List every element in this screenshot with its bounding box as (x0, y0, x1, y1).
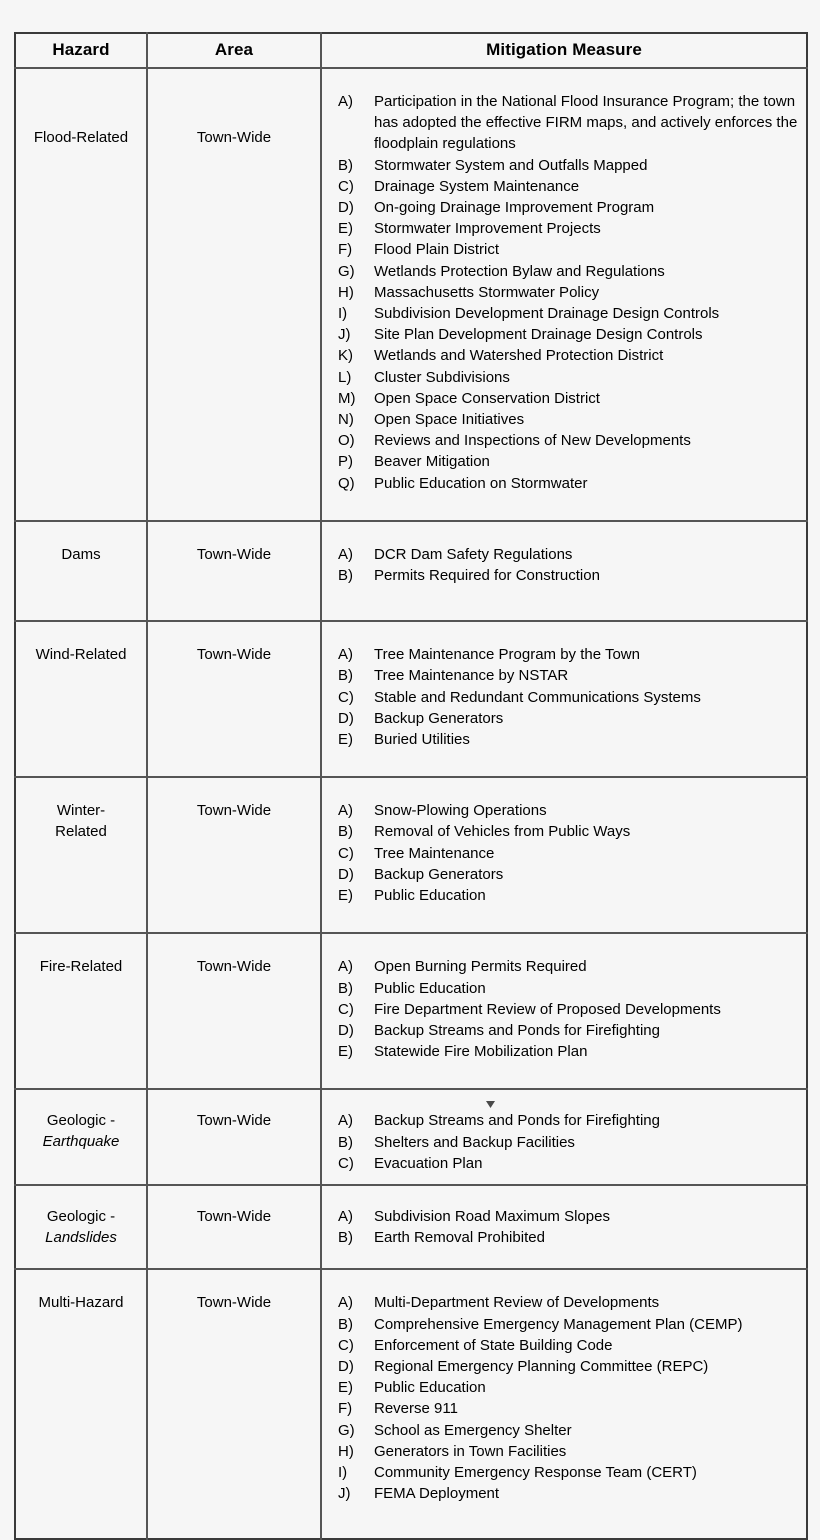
measure-marker: B) (338, 1315, 353, 1333)
measure-marker: E) (338, 887, 353, 905)
measure-text: Buried Utilities (374, 731, 470, 749)
column-header-hazard: Hazard (15, 33, 147, 68)
measure-text: Tree Maintenance Program by the Town (374, 646, 640, 664)
mitigation-measure-item (338, 1132, 798, 1153)
measure-marker: I) (338, 305, 348, 323)
mitigation-measure-item (338, 1153, 798, 1174)
measure-text: Wetlands Protection Bylaw and Regulations (374, 262, 665, 280)
measure-text: Comprehensive Emergency Management Plan (CEMP) (374, 1315, 743, 1333)
measure-marker: E) (338, 731, 353, 749)
measure-text: Cluster Subdivisions (374, 368, 510, 386)
measure-text: Tree Maintenance (374, 844, 495, 862)
mitigation-measure-item (338, 282, 798, 303)
mitigation-measure-item (338, 644, 798, 665)
measure-marker: E) (338, 1043, 353, 1061)
measure-marker: B) (338, 156, 353, 174)
mitigation-measure-list (322, 1090, 806, 1184)
measure-text: Fire Department Review of Proposed Developments (374, 1000, 721, 1018)
table-row (15, 621, 807, 777)
hazard-label: Geologic - Landslides (45, 1207, 117, 1246)
measure-marker: C) (338, 1000, 354, 1018)
mitigation-measure-item (338, 1335, 798, 1356)
measure-text: Evacuation Plan (374, 1154, 483, 1172)
measure-marker: E) (338, 220, 353, 238)
measure-marker: G) (338, 262, 355, 280)
table-row (15, 777, 807, 933)
measure-text: Enforcement of State Building Code (374, 1336, 613, 1354)
measure-marker: A) (338, 1294, 353, 1312)
measure-text: Earth Removal Prohibited (374, 1229, 545, 1247)
cell-area (147, 621, 321, 777)
cell-hazard (15, 1269, 147, 1539)
measure-text: Removal of Vehicles from Public Ways (374, 823, 631, 841)
mitigation-measure-item (338, 864, 798, 885)
mitigation-measure-item (338, 956, 798, 977)
mitigation-measure-list (322, 522, 806, 620)
mitigation-measure-item (338, 239, 798, 260)
measure-marker: B) (338, 667, 353, 685)
mitigation-measure-item (338, 1398, 798, 1419)
cell-mitigation-measures (321, 521, 807, 621)
mitigation-measure-item (338, 1292, 798, 1313)
mitigation-measure-list (322, 622, 806, 776)
mitigation-measure-item (338, 1483, 798, 1504)
measure-text: Reverse 911 (374, 1400, 458, 1418)
area-label: Town-Wide (196, 545, 272, 563)
measure-text: Multi-Department Review of Developments (374, 1294, 660, 1312)
measure-marker: Q) (338, 474, 355, 492)
measure-text: Shelters and Backup Facilities (374, 1133, 575, 1151)
mitigation-measure-list (322, 778, 806, 932)
cell-mitigation-measures (321, 1089, 807, 1185)
area-label: Town-Wide (196, 958, 272, 976)
hazard-label: Geologic - Earthquake (42, 1112, 120, 1151)
measure-marker: J) (338, 1485, 351, 1503)
measure-text: On-going Drainage Improvement Program (374, 199, 655, 217)
measure-text: Backup Streams and Ponds for Firefighting (374, 1112, 660, 1130)
measure-marker: J) (338, 326, 351, 344)
measure-marker: A) (338, 958, 353, 976)
mitigation-measure-item (338, 91, 798, 155)
hazard-subtype-label: Earthquake (42, 1133, 120, 1151)
table-row (15, 68, 807, 521)
cell-mitigation-measures (321, 1269, 807, 1539)
hazard-label: Flood-Related (33, 129, 129, 146)
measure-marker: D) (338, 709, 354, 727)
mitigation-measure-item (338, 155, 798, 176)
hazard-label: Wind-Related (35, 646, 127, 664)
measure-marker: M) (338, 389, 356, 407)
mitigation-measure-list (322, 69, 806, 520)
mitigation-measure-item (338, 1462, 798, 1483)
cell-mitigation-measures (321, 621, 807, 777)
mitigation-measure-item (338, 687, 798, 708)
measure-text: Backup Generators (374, 865, 504, 883)
measure-text: Massachusetts Stormwater Policy (374, 283, 600, 301)
measure-text: Open Burning Permits Required (374, 958, 587, 976)
measure-marker: C) (338, 1336, 354, 1354)
measure-text: Statewide Fire Mobilization Plan (374, 1043, 588, 1061)
measure-text: Tree Maintenance by NSTAR (374, 667, 569, 685)
hazard-subtype-label: Landslides (45, 1228, 117, 1246)
measure-marker: A) (338, 1207, 353, 1225)
cell-mitigation-measures (321, 68, 807, 521)
area-label: Town-Wide (196, 1207, 272, 1225)
mitigation-measure-item (338, 303, 798, 324)
measure-text: School as Emergency Shelter (374, 1421, 572, 1439)
measure-marker: G) (338, 1421, 355, 1439)
table-row (15, 933, 807, 1089)
measure-text: Site Plan Development Drainage Design Controls (374, 326, 703, 344)
mitigation-measure-item (338, 1377, 798, 1398)
mitigation-measure-item (338, 367, 798, 388)
measure-text: Public Education (374, 979, 486, 997)
mitigation-measure-item (338, 176, 798, 197)
mitigation-measure-item (338, 1356, 798, 1377)
mitigation-measure-item (338, 473, 798, 494)
measure-marker: F) (338, 241, 353, 259)
measure-text: Backup Streams and Ponds for Firefighting (374, 1021, 660, 1039)
measure-marker: B) (338, 979, 353, 997)
column-header-mitigation-measure: Mitigation Measure (321, 33, 807, 68)
measure-marker: H) (338, 283, 354, 301)
measure-text: Stable and Redundant Communications Systems (374, 688, 701, 706)
measure-text: Generators in Town Facilities (374, 1442, 567, 1460)
cell-area (147, 933, 321, 1089)
measure-text: Stormwater Improvement Projects (374, 220, 601, 238)
mitigation-measure-item (338, 821, 798, 842)
measure-marker: B) (338, 1229, 353, 1247)
measure-text: Flood Plain District (374, 241, 500, 259)
measure-text: DCR Dam Safety Regulations (374, 545, 573, 563)
measure-text: Wetlands and Watershed Protection District (374, 347, 664, 365)
mitigation-measure-item (338, 708, 798, 729)
measure-text: Public Education (374, 1379, 486, 1397)
measure-marker: E) (338, 1379, 353, 1397)
measure-marker: B) (338, 1133, 353, 1151)
area-label: Town-Wide (196, 802, 272, 820)
cell-hazard (15, 777, 147, 933)
measure-text: Participation in the National Flood Insurance Program; the town has adopted the effective FIRM maps, and actively enforces the floodplain regulations (374, 93, 798, 153)
mitigation-measure-item (338, 197, 798, 218)
mitigation-measure-item (338, 261, 798, 282)
measure-marker: D) (338, 199, 354, 217)
measure-text: Drainage System Maintenance (374, 177, 580, 195)
cell-mitigation-measures (321, 777, 807, 933)
hazard-mitigation-table (14, 32, 808, 1540)
measure-text: Open Space Conservation District (374, 389, 600, 407)
measure-marker: O) (338, 432, 355, 450)
hazard-label: Winter- Related (55, 802, 107, 841)
measure-marker: D) (338, 1357, 354, 1375)
measure-marker: B) (338, 567, 353, 585)
measure-text: FEMA Deployment (374, 1485, 500, 1503)
mitigation-measure-item (338, 565, 798, 586)
mitigation-measure-item (338, 1020, 798, 1041)
cell-hazard (15, 933, 147, 1089)
measure-text: Public Education on Stormwater (374, 474, 588, 492)
mitigation-measure-item (338, 544, 798, 565)
measure-text: Subdivision Road Maximum Slopes (374, 1207, 610, 1225)
mitigation-measure-item (338, 345, 798, 366)
measure-marker: L) (338, 368, 352, 386)
table-header-row (15, 33, 807, 68)
mitigation-measure-list (322, 1270, 806, 1538)
measure-marker: D) (338, 865, 354, 883)
mitigation-measure-item (338, 451, 798, 472)
hazard-label: Multi-Hazard (38, 1294, 124, 1312)
mitigation-measure-item (338, 978, 798, 999)
area-label: Town-Wide (196, 129, 272, 146)
cell-area (147, 68, 321, 521)
measure-marker: D) (338, 1021, 354, 1039)
measure-marker: N) (338, 411, 354, 429)
area-label: Town-Wide (196, 1294, 272, 1312)
table-body (15, 68, 807, 1539)
cell-area (147, 521, 321, 621)
measure-marker: A) (338, 93, 353, 110)
mitigation-measure-item (338, 665, 798, 686)
mitigation-measure-item (338, 800, 798, 821)
cell-hazard (15, 1089, 147, 1185)
hazard-mitigation-table-container (14, 32, 806, 1540)
measure-marker: A) (338, 646, 353, 664)
measure-marker: C) (338, 1154, 354, 1172)
measure-marker: C) (338, 844, 354, 862)
measure-marker: H) (338, 1442, 354, 1460)
mitigation-measure-item (338, 1206, 798, 1227)
table-header (15, 33, 807, 68)
mitigation-measure-item (338, 388, 798, 409)
mitigation-measure-item (338, 885, 798, 906)
mitigation-measure-item (338, 409, 798, 430)
mitigation-measure-item (338, 324, 798, 345)
measure-text: Public Education (374, 887, 486, 905)
measure-marker: B) (338, 823, 353, 841)
measure-marker: F) (338, 1400, 353, 1418)
mitigation-measure-item (338, 430, 798, 451)
cell-area (147, 1089, 321, 1185)
measure-text: Regional Emergency Planning Committee (REPC) (374, 1357, 709, 1375)
cell-hazard (15, 621, 147, 777)
mitigation-measure-list (322, 1186, 806, 1268)
column-header-area: Area (147, 33, 321, 68)
measure-text: Permits Required for Construction (374, 567, 600, 585)
measure-marker: K) (338, 347, 353, 365)
mitigation-measure-item (338, 729, 798, 750)
cell-hazard (15, 68, 147, 521)
hazard-label: Dams (61, 545, 101, 563)
table-row (15, 1185, 807, 1269)
cell-area (147, 1185, 321, 1269)
cell-hazard (15, 1185, 147, 1269)
hazard-label: Fire-Related (39, 958, 123, 976)
measure-marker: A) (338, 545, 353, 563)
measure-text: Reviews and Inspections of New Developments (374, 432, 691, 450)
mitigation-measure-item (338, 1110, 798, 1131)
mitigation-measure-item (338, 1227, 798, 1248)
mitigation-measure-item (338, 1041, 798, 1062)
cell-mitigation-measures (321, 933, 807, 1089)
measure-marker: C) (338, 177, 354, 195)
cell-area (147, 777, 321, 933)
measure-text: Beaver Mitigation (374, 453, 490, 471)
mitigation-measure-list (322, 934, 806, 1088)
measure-marker: A) (338, 802, 353, 820)
measure-marker: A) (338, 1112, 353, 1130)
table-row (15, 1269, 807, 1539)
mitigation-measure-item (338, 1441, 798, 1462)
area-label: Town-Wide (196, 646, 272, 664)
mitigation-measure-item (338, 999, 798, 1020)
measure-marker: P) (338, 453, 353, 471)
measure-text: Open Space Initiatives (374, 411, 525, 429)
measure-text: Backup Generators (374, 709, 504, 727)
mitigation-measure-item (338, 1314, 798, 1335)
table-row (15, 521, 807, 621)
measure-text: Community Emergency Response Team (CERT) (374, 1463, 697, 1481)
cell-area (147, 1269, 321, 1539)
mitigation-measure-item (338, 218, 798, 239)
measure-marker: I) (338, 1463, 348, 1481)
mitigation-measure-item (338, 843, 798, 864)
cell-hazard (15, 521, 147, 621)
measure-text: Stormwater System and Outfalls Mapped (374, 156, 648, 174)
measure-marker: C) (338, 688, 354, 706)
measure-text: Subdivision Development Drainage Design Controls (374, 305, 720, 323)
area-label: Town-Wide (196, 1112, 272, 1130)
measure-text: Snow-Plowing Operations (374, 802, 547, 820)
mitigation-measure-item (338, 1420, 798, 1441)
table-row (15, 1089, 807, 1185)
cell-mitigation-measures (321, 1185, 807, 1269)
